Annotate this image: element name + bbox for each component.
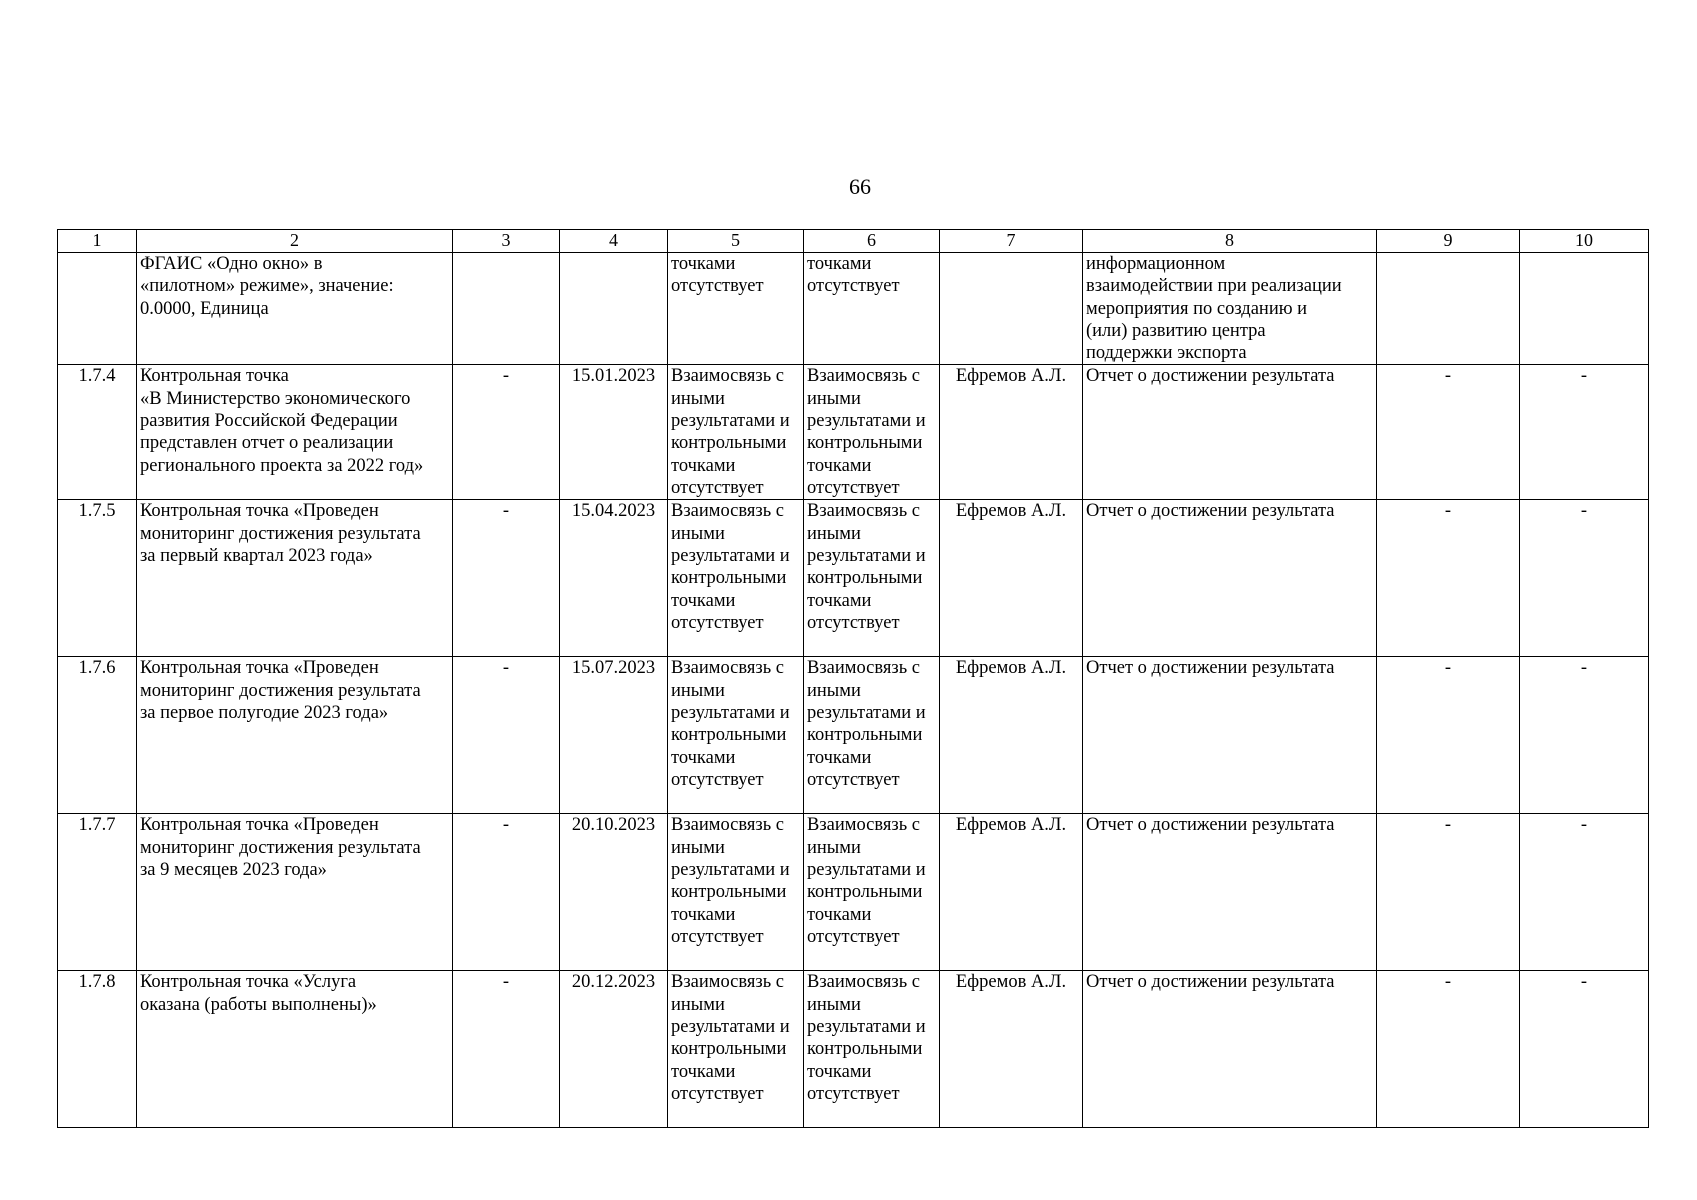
cell-prev: Взаимосвязь с иными результатами и контрольными точками отсутствует bbox=[668, 657, 804, 814]
cell-responsible: Ефремов А.Л. bbox=[940, 814, 1083, 971]
cell-end: 15.01.2023 bbox=[560, 365, 668, 500]
table-row bbox=[58, 814, 1649, 971]
table-row bbox=[58, 971, 1649, 1128]
cell-doc-type: Отчет о достижении результата bbox=[1083, 657, 1377, 814]
cell-col10: - bbox=[1520, 814, 1649, 971]
cell-end: 15.04.2023 bbox=[560, 500, 668, 657]
cell-name: Контрольная точка «Проведен мониторинг достижения результата за 9 месяцев 2023 года» bbox=[137, 814, 453, 971]
cell-end: 20.10.2023 bbox=[560, 814, 668, 971]
table-row bbox=[58, 500, 1649, 657]
header-cell: 1 bbox=[58, 230, 137, 253]
cell-start: - bbox=[453, 814, 560, 971]
cell-next: Взаимосвязь с иными результатами и контрольными точками отсутствует bbox=[804, 500, 940, 657]
cell-prev: точками отсутствует bbox=[668, 253, 804, 365]
cell-doc-type: Отчет о достижении результата bbox=[1083, 365, 1377, 500]
cell-responsible: Ефремов А.Л. bbox=[940, 971, 1083, 1128]
cell-end bbox=[560, 253, 668, 365]
header-cell: 6 bbox=[804, 230, 940, 253]
cell-prev: Взаимосвязь с иными результатами и контрольными точками отсутствует bbox=[668, 500, 804, 657]
cell-col9: - bbox=[1377, 657, 1520, 814]
cell-name: Контрольная точка «В Министерство экономического развития Российской Федерации представлен отчет о реализации регионального проекта за 2022 год» bbox=[137, 365, 453, 500]
cell-responsible: Ефремов А.Л. bbox=[940, 500, 1083, 657]
cell-next: Взаимосвязь с иными результатами и контрольными точками отсутствует bbox=[804, 657, 940, 814]
cell-name: ФГАИС «Одно окно» в «пилотном» режиме», значение: 0.0000, Единица bbox=[137, 253, 453, 365]
cell-responsible bbox=[940, 253, 1083, 365]
table-row bbox=[58, 365, 1649, 500]
cell-col10: - bbox=[1520, 971, 1649, 1128]
cell-col10 bbox=[1520, 253, 1649, 365]
cell-start bbox=[453, 253, 560, 365]
cell-responsible: Ефремов А.Л. bbox=[940, 657, 1083, 814]
cell-end: 15.07.2023 bbox=[560, 657, 668, 814]
header-cell: 7 bbox=[940, 230, 1083, 253]
cell-doc-type: информационном взаимодействии при реализации мероприятия по созданию и (или) развитию центра поддержки экспорта bbox=[1083, 253, 1377, 365]
cell-next: Взаимосвязь с иными результатами и контрольными точками отсутствует bbox=[804, 814, 940, 971]
cell-col9: - bbox=[1377, 500, 1520, 657]
cell-col9 bbox=[1377, 253, 1520, 365]
cell-name: Контрольная точка «Проведен мониторинг достижения результата за первый квартал 2023 года» bbox=[137, 500, 453, 657]
page-number: 66 bbox=[849, 174, 871, 199]
cell-next: Взаимосвязь с иными результатами и контрольными точками отсутствует bbox=[804, 971, 940, 1128]
cell-col10: - bbox=[1520, 500, 1649, 657]
header-cell: 10 bbox=[1520, 230, 1649, 253]
cell-name: Контрольная точка «Услуга оказана (работы выполнены)» bbox=[137, 971, 453, 1128]
cell-col9: - bbox=[1377, 365, 1520, 500]
cell-start: - bbox=[453, 365, 560, 500]
cell-number: 1.7.5 bbox=[58, 500, 137, 657]
cell-next: точками отсутствует bbox=[804, 253, 940, 365]
cell-doc-type: Отчет о достижении результата bbox=[1083, 814, 1377, 971]
cell-prev: Взаимосвязь с иными результатами и контрольными точками отсутствует bbox=[668, 365, 804, 500]
cell-col10: - bbox=[1520, 657, 1649, 814]
cell-prev: Взаимосвязь с иными результатами и контрольными точками отсутствует bbox=[668, 971, 804, 1128]
cell-col9: - bbox=[1377, 971, 1520, 1128]
cell-start: - bbox=[453, 500, 560, 657]
cell-name: Контрольная точка «Проведен мониторинг достижения результата за первое полугодие 2023 года» bbox=[137, 657, 453, 814]
table-header-row bbox=[58, 230, 1649, 253]
cell-col9: - bbox=[1377, 814, 1520, 971]
cell-end: 20.12.2023 bbox=[560, 971, 668, 1128]
cell-start: - bbox=[453, 657, 560, 814]
table-row-continuation bbox=[58, 253, 1649, 365]
cell-col10: - bbox=[1520, 365, 1649, 500]
header-cell: 9 bbox=[1377, 230, 1520, 253]
cell-number: 1.7.6 bbox=[58, 657, 137, 814]
header-cell: 8 bbox=[1083, 230, 1377, 253]
cell-prev: Взаимосвязь с иными результатами и контрольными точками отсутствует bbox=[668, 814, 804, 971]
header-cell: 2 bbox=[137, 230, 453, 253]
document-table bbox=[57, 229, 1649, 1128]
cell-responsible: Ефремов А.Л. bbox=[940, 365, 1083, 500]
cell-next: Взаимосвязь с иными результатами и контрольными точками отсутствует bbox=[804, 365, 940, 500]
cell-start: - bbox=[453, 971, 560, 1128]
header-cell: 5 bbox=[668, 230, 804, 253]
cell-number: 1.7.7 bbox=[58, 814, 137, 971]
header-cell: 4 bbox=[560, 230, 668, 253]
header-cell: 3 bbox=[453, 230, 560, 253]
cell-number: 1.7.8 bbox=[58, 971, 137, 1128]
cell-doc-type: Отчет о достижении результата bbox=[1083, 500, 1377, 657]
cell-number: 1.7.4 bbox=[58, 365, 137, 500]
table-row bbox=[58, 657, 1649, 814]
cell-number bbox=[58, 253, 137, 365]
cell-doc-type: Отчет о достижении результата bbox=[1083, 971, 1377, 1128]
